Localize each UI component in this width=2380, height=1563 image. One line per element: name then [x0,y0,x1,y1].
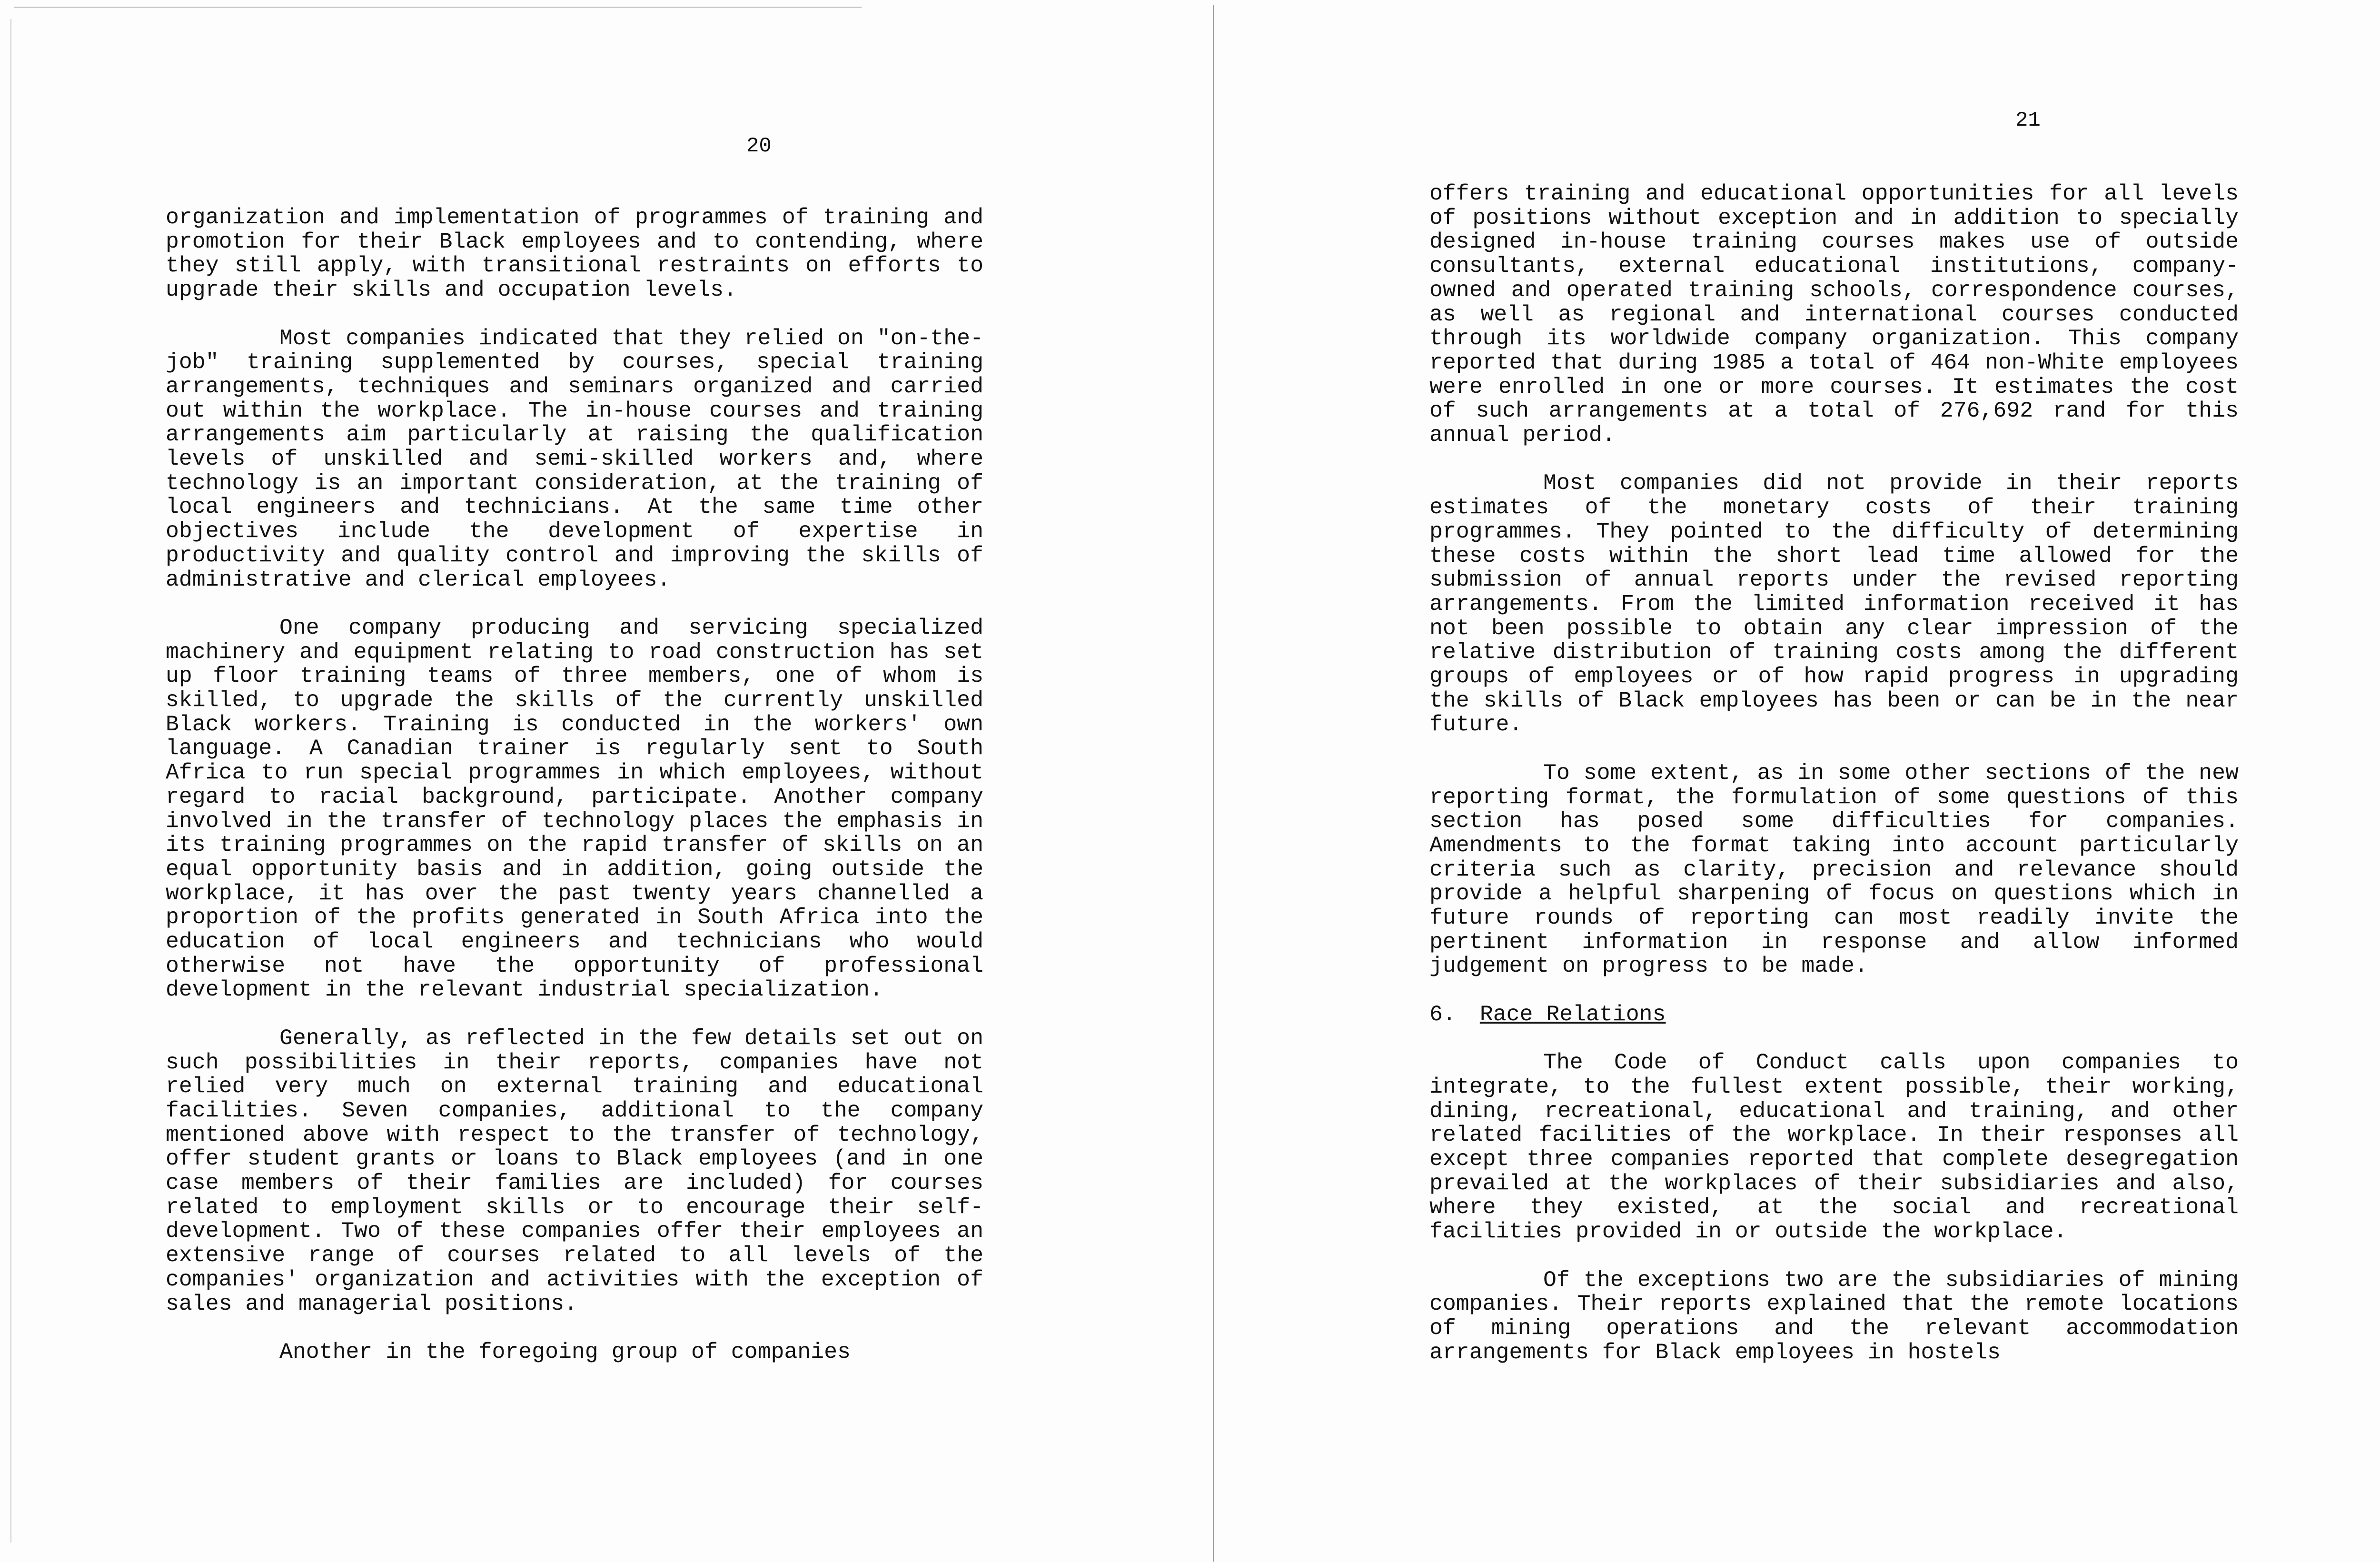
paragraph: Of the exceptions two are the subsidiaries of mining companies. Their reports explained that the remote locations of mining operations and the relevant accommodation arrangements for Black employees in hostels [1429,1267,2239,1365]
paragraph: To some extent, as in some other sections of the new reporting format, the formulation of some questions of this section has posed some difficulties for companies. Amendments to the format taking into account particularly criteria such as clarity, precision and relevance should provide a helpful sharpening of focus on questions which in future rounds of reporting can most readily invite the pertinent information in response and allow informed judgement on progress to be made. [1429,760,2239,979]
section-number: 6. [1429,1001,1456,1027]
paragraph: One company producing and servicing specialized machinery and equipment relating to road construction has set up floor training teams of three members, one of whom is skilled, to upgrade the skills of the currently unskilled Black workers. Training is conducted in the workers' own language. A Canadian trainer is regularly sent to South Africa to run special programmes in which employees, without regard to racial background, participate. Another company involved in the transfer of technology places the emphasis in its training programmes on the rapid transfer of skills on an equal opportunity basis and in addition, going outside the workplace, it has over the past twenty years channelled a proportion of the profits generated in South Africa into the education of local engineers and technicians who would otherwise not have the opportunity of professional development in the relevant industrial specialization. [166,615,983,1003]
paragraph: offers training and educational opportunities for all levels of positions without exception and in addition to specially designed in-house training courses makes use of outside consultants, external educational institutions, company-owned and operated training schools, correspondence courses, as well as regional and international courses conducted through its worldwide company organization. This company reported that during 1985 a total of 464 non-White employees were enrolled in one or more courses. It estimates the cost of such arrangements at a total of 276,692 rand for this annual period. [1429,181,2239,448]
page-number: 21 [2015,109,2041,132]
section-heading [1429,1003,2239,1027]
paragraph: The Code of Conduct calls upon companies to integrate, to the fullest extent possible, their working, dining, recreational, educational and training, and other related facilities of the workplace. In their responses all except three companies reported that complete desegregation prevailed at the workplaces of their subsidiaries and also, where they existed, at the social and recreational facilities provided in or outside the workplace. [1429,1050,2239,1244]
paragraph: Generally, as reflected in the few details set out on such possibilities in their reports, companies have not relied very much on external training and educational facilities. Seven companies, additional to the company mentioned above with respect to the transfer of technology, offer student grants or loans to Black employees (and in one case members of their families are included) for courses related to employment skills or to encourage their self-development. Two of these companies offer their employees an extensive range of courses related to all levels of the companies' organization and activities with the exception of sales and managerial positions. [166,1025,983,1316]
paragraph: Another in the foregoing group of companies [279,1339,851,1364]
left-text-column [166,206,983,1388]
paragraph: Most companies did not provide in their reports estimates of the monetary costs of their training programmes. They pointed to the difficulty of determining these costs within the short lead time allowed for the submission of annual reports under the revised reporting arrangements. From the limited information received it has not been possible to obtain any clear impression of the relative distribution of training costs among the different groups of employees or of how rapid progress in upgrading the skills of Black employees has been or can be in the near future. [1429,470,2239,737]
right-page [1216,0,2380,1563]
page-number: 20 [746,134,772,158]
page-gutter [1213,5,1214,1562]
section-title: Race Relations [1479,1001,1666,1027]
paragraph: organization and implementation of programmes of training and promotion for their Black employees and to contending, where they still apply, with transitional restraints on efforts to upgrade their skills and occupation levels. [166,205,983,303]
paragraph: Most companies indicated that they relied on "on-the-job" training supplemented by courses, special training arrangements, techniques and seminars organized and carried out within the workplace. The in-house courses and training arrangements aim particularly at raising the qualification levels of unskilled and semi-skilled workers and, where technology is an important consideration, at the training of local engineers and technicians. At the same time other objectives include the development of expertise in productivity and quality control and improving the skills of administrative and clerical employees. [166,325,983,592]
right-text-column [1429,182,2239,1389]
